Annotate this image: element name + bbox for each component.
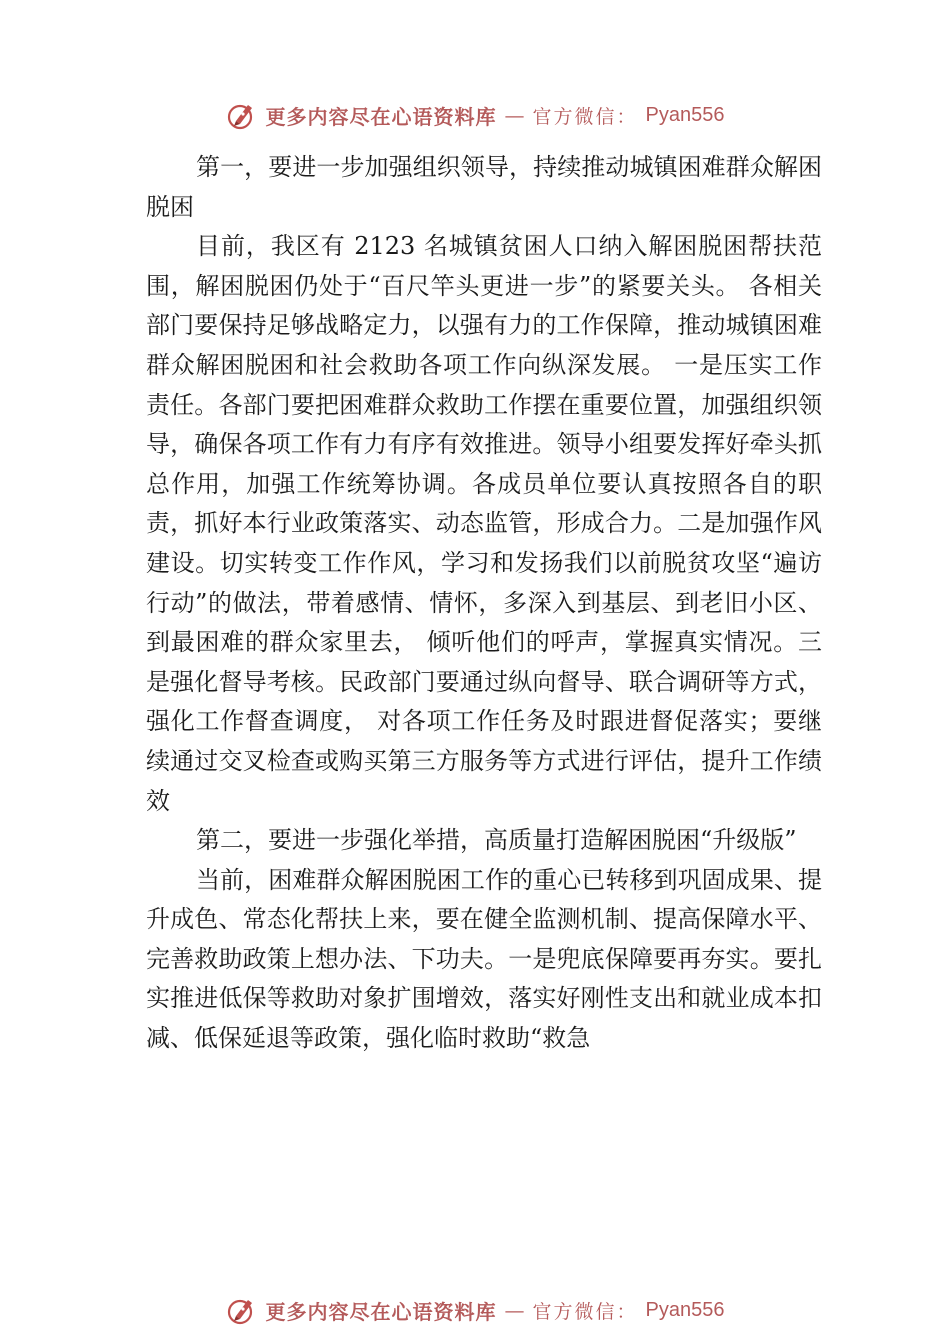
- watermark-contact-label: 官方微信：: [532, 1300, 638, 1323]
- watermark-separator: —: [504, 103, 525, 127]
- watermark-contact-label: 官方微信：: [532, 105, 638, 128]
- header-watermark: [0, 95, 950, 135]
- watermark-site-name: 更多内容尽在心语资料库: [265, 1299, 497, 1324]
- document-body: [146, 148, 822, 1059]
- watermark-site-name: 更多内容尽在心语资料库: [265, 104, 497, 129]
- watermark-contact-id: Pyan556: [645, 103, 725, 126]
- paragraph: 第一，要进一步加强组织领导，持续推动城镇困难群众解困脱困: [146, 153, 822, 221]
- pen-nib-icon: [226, 99, 258, 131]
- footer-watermark: [0, 1290, 950, 1330]
- pen-nib-icon: [226, 1294, 258, 1326]
- watermark-separator: —: [504, 1298, 525, 1322]
- watermark-contact-id: Pyan556: [645, 1298, 725, 1321]
- paragraph: 目前，我区有 2123 名城镇贫困人口纳入解困脱困帮扶范围，解困脱困仍处于“百尺竿头更进一步”的紧要关头。 各相关部门要保持足够战略定力，以强有力的工作保障，推动城镇困难群众解困脱困和社会救助各项工作向纵深发展。 一是压实工作责任。各部门要把困难群众救助工作摆在重要位置，加强组织领导，确保各项工作有力有序有效推进。领导小组要发挥好牵头抓总作用，加强工作统筹协调。各成员单位要认真按照各自的职责，抓好本行业政策落实、动态监管，形成合力。二是加强作风建设。切实转变工作作风，学习和发扬我们以前脱贫攻坚“遍访行动”的做法，带着感情、情怀，多深入到基层、到老旧小区、到最困难的群众家里去， 倾听他们的呼声，掌握真实情况。三是强化督导考核。民政部门要通过纵向督导、联合调研等方式，强化工作督查调度， 对各项工作任务及时跟进督促落实；要继续通过交叉检查或购买第三方服务等方式进行评估，提升工作绩效: [146, 232, 822, 815]
- paragraph: 当前，困难群众解困脱困工作的重心已转移到巩固成果、提升成色、常态化帮扶上来，要在健全监测机制、提高保障水平、完善救助政策上想办法、下功夫。一是兜底保障要再夯实。要扎实推进低保等救助对象扩围增效，落实好刚性支出和就业成本扣减、低保延退等政策，强化临时救助“救急: [146, 865, 822, 1053]
- paragraph: 第二，要进一步强化举措，高质量打造解困脱困“升级版”: [196, 826, 797, 855]
